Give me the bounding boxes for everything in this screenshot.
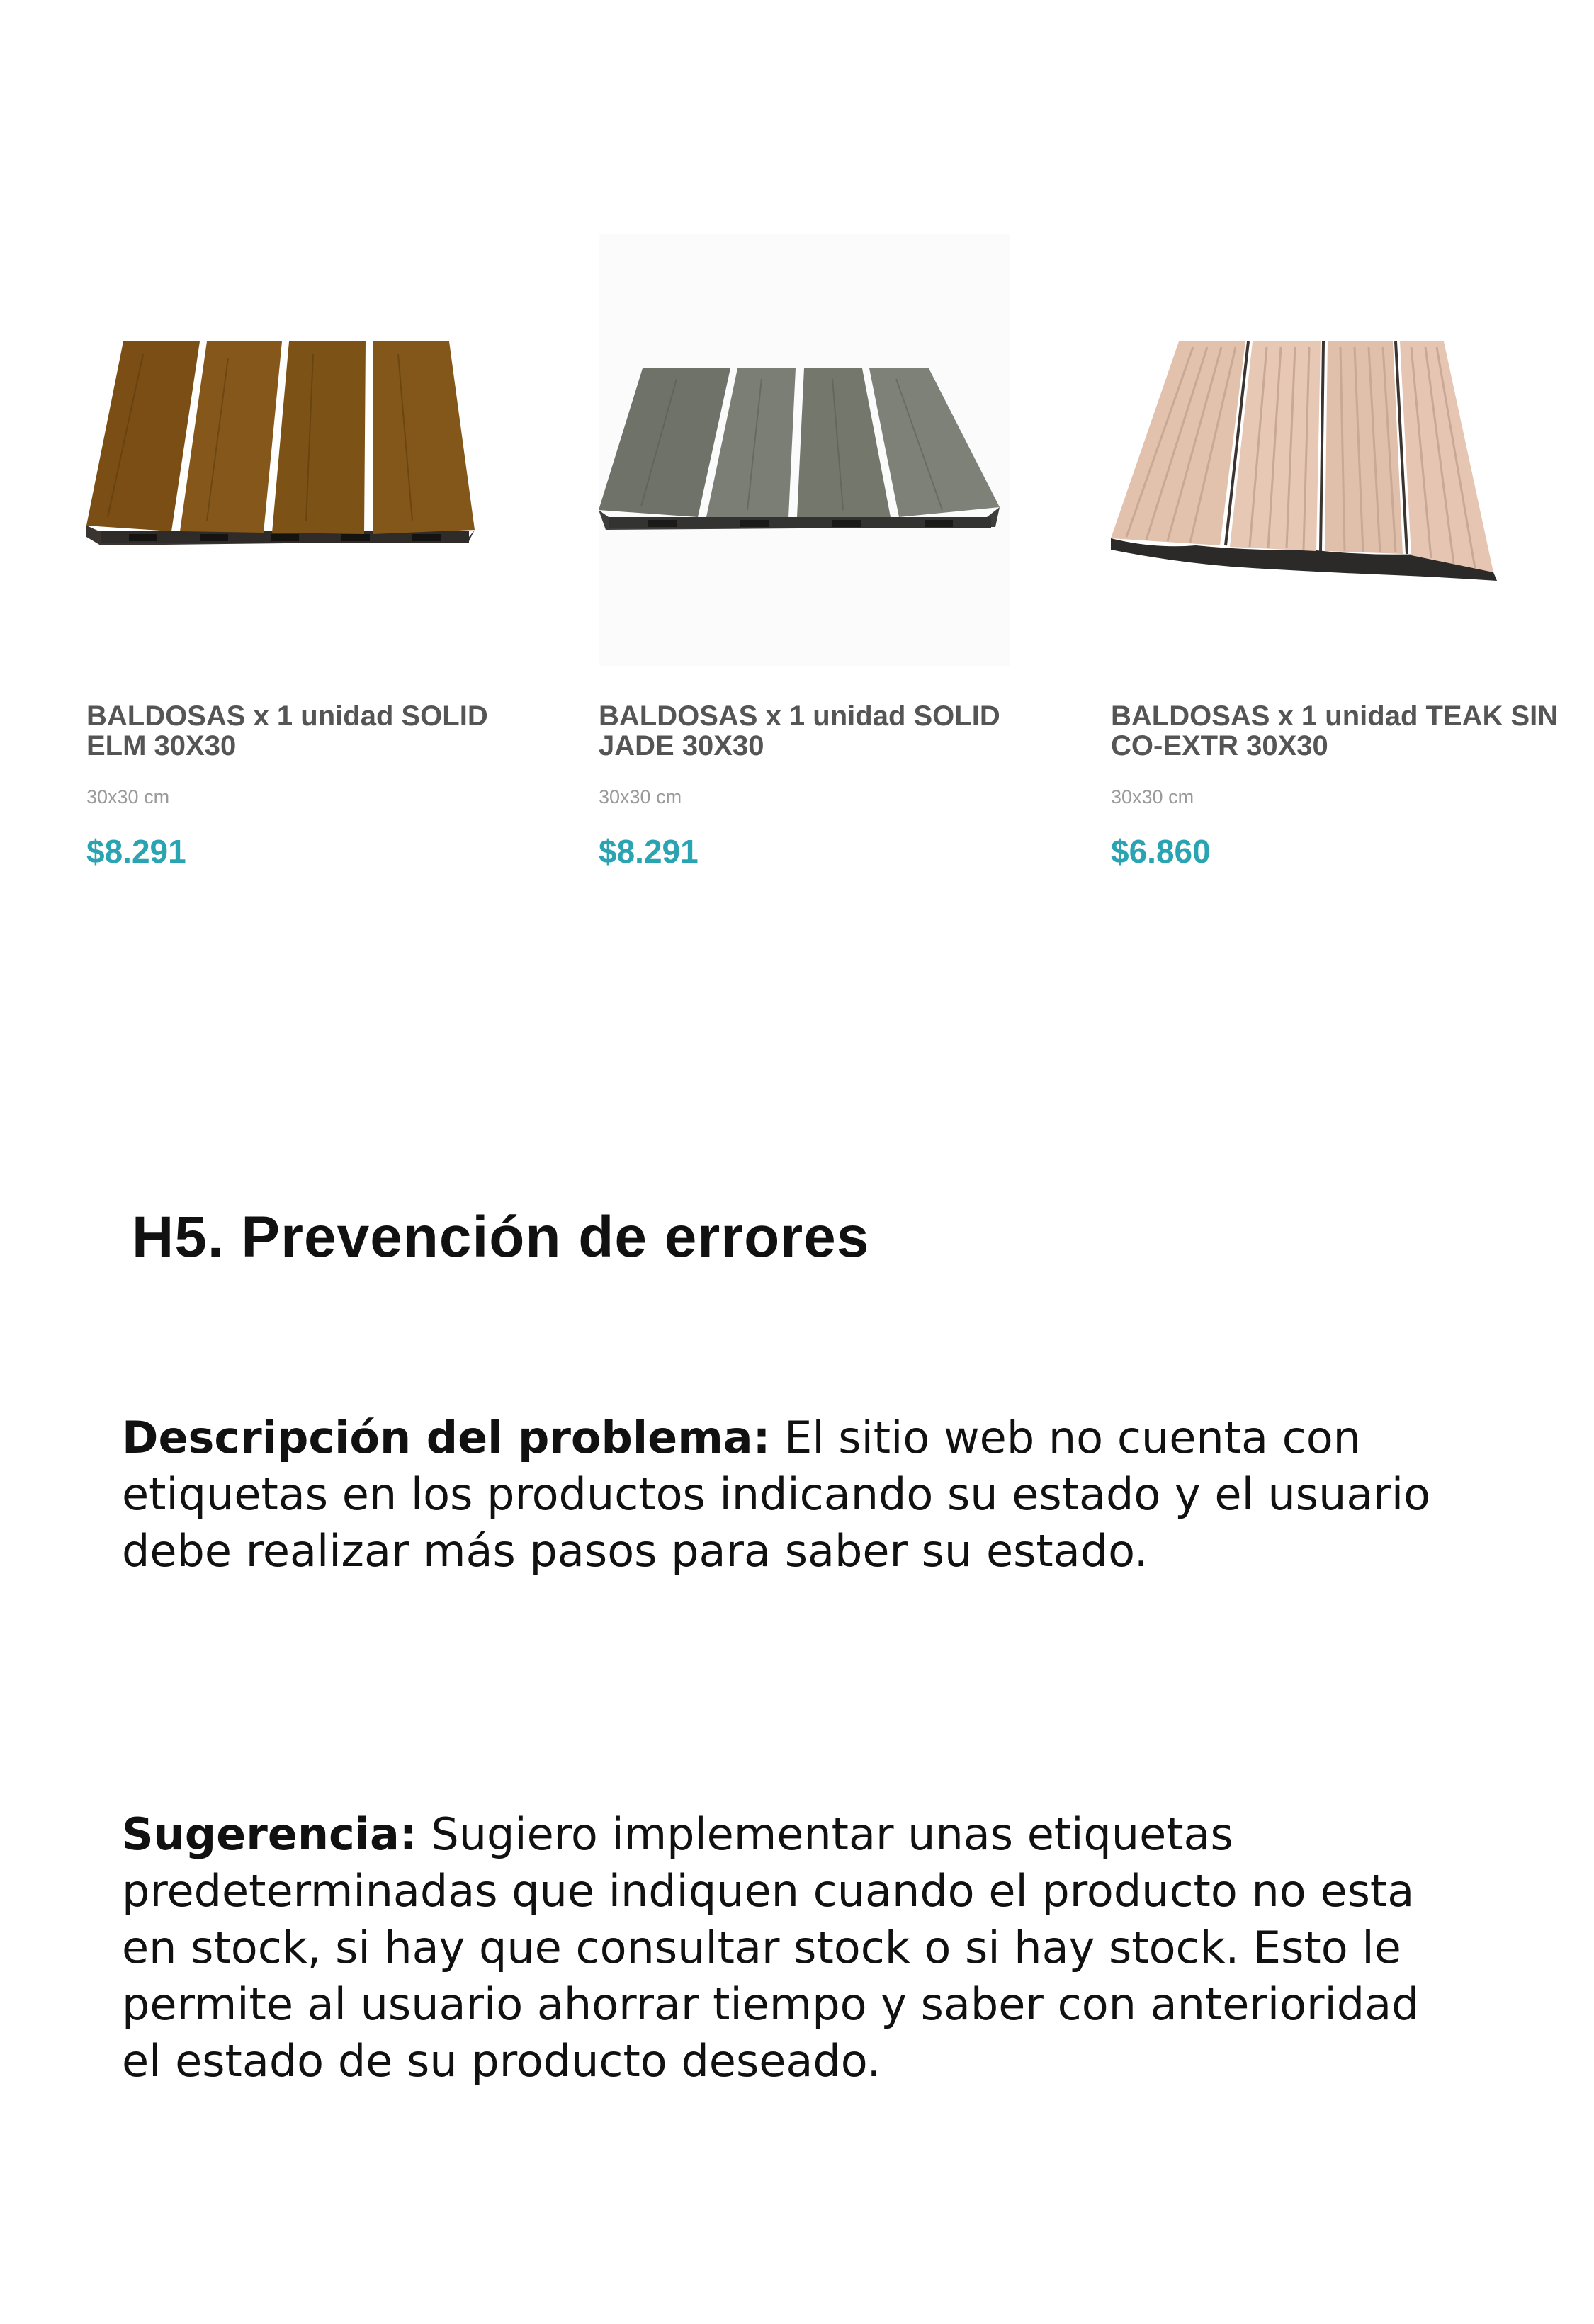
suggestion-text: Sugiero implementar unas etiquetas predeterminadas que indiquen cuando el producto no esta en stock, si hay que consultar stock o si hay stock. Esto le permite al usuario ahorrar tiempo y saber con anterioridad el estado de su producto deseado. [122,1808,1420,2087]
brown-wood-deck-tile-icon [86,234,540,673]
product-price: $8.291 [599,833,699,870]
product-price: $6.860 [1111,833,1211,870]
beige-ribbed-deck-tile-icon [1111,234,1564,673]
product-price: $8.291 [86,833,186,870]
suggestion-label: Sugerencia: [122,1808,417,1860]
section-heading: H5. Prevención de errores [132,1205,870,1269]
product-image-elm[interactable] [86,234,540,673]
product-title[interactable]: BALDOSAS x 1 unidad TEAK SIN CO-EXTR 30X30 [1111,701,1559,761]
problem-description-text: El sitio web no cuenta con etiquetas en los productos indicando su estado y el usuario debe realizar más pasos para saber su estado. [122,1412,1431,1577]
problem-description [122,1410,1468,1580]
problem-description-label: Descripción del problema: [122,1412,771,1463]
suggestion [122,1806,1468,2090]
product-image-teak[interactable] [1111,234,1564,673]
product-grid [0,0,1594,921]
product-image-jade[interactable] [599,234,1052,673]
product-size: 30x30 cm [86,786,170,807]
product-size: 30x30 cm [1111,786,1194,807]
grey-wood-deck-tile-icon [599,234,1052,673]
product-title[interactable]: BALDOSAS x 1 unidad SOLID ELM 30X30 [86,701,488,761]
product-size: 30x30 cm [599,786,682,807]
product-title[interactable]: BALDOSAS x 1 unidad SOLID JADE 30X30 [599,701,1000,761]
